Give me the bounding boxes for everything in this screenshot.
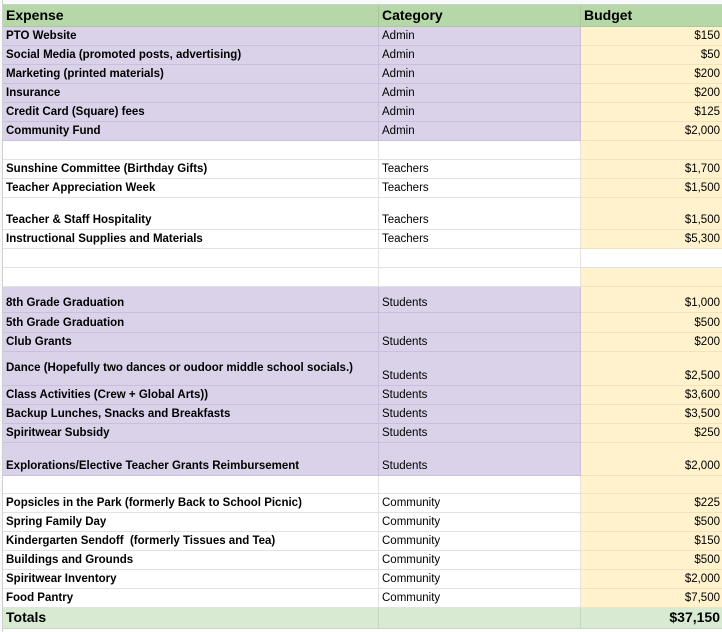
budget-cell[interactable]	[581, 476, 722, 494]
category-cell[interactable]: Admin	[379, 46, 581, 65]
blank-row	[3, 249, 722, 268]
budget-cell[interactable]: $5,300	[581, 230, 722, 249]
totals-category-cell[interactable]	[379, 608, 581, 629]
table-row	[3, 386, 722, 405]
category-cell[interactable]	[379, 476, 581, 494]
budget-cell[interactable]: $1,700	[581, 160, 722, 179]
expense-cell[interactable]: Popsicles in the Park (formerly Back to School Picnic)	[3, 494, 379, 513]
table-row	[3, 287, 722, 313]
expense-cell[interactable]: 8th Grade Graduation	[3, 287, 379, 313]
budget-cell[interactable]: $2,500	[581, 352, 722, 386]
expense-cell[interactable]: Social Media (promoted posts, advertising)	[3, 46, 379, 65]
budget-cell[interactable]: $7,500	[581, 589, 722, 608]
budget-cell[interactable]: $150	[581, 532, 722, 551]
budget-cell[interactable]: $3,500	[581, 405, 722, 424]
header-budget[interactable]: Budget	[581, 5, 722, 27]
budget-cell[interactable]: $150	[581, 27, 722, 46]
category-cell[interactable]: Community	[379, 570, 581, 589]
table-row	[3, 103, 722, 122]
blank-row	[3, 268, 722, 287]
expense-cell[interactable]: PTO Website	[3, 27, 379, 46]
expense-cell[interactable]	[3, 268, 379, 287]
expense-cell[interactable]: Sunshine Committee (Birthday Gifts)	[3, 160, 379, 179]
budget-cell[interactable]: $125	[581, 103, 722, 122]
expense-cell[interactable]: Class Activities (Crew + Global Arts))	[3, 386, 379, 405]
expense-cell[interactable]	[3, 249, 379, 268]
expense-cell[interactable]	[3, 141, 379, 160]
category-cell[interactable]: Students	[379, 424, 581, 443]
table-row	[3, 313, 722, 333]
expense-cell[interactable]: Dance (Hopefully two dances or oudoor middle school socials.)	[3, 352, 379, 386]
expense-cell[interactable]	[3, 476, 379, 494]
table-row	[3, 160, 722, 179]
category-cell[interactable]: Teachers	[379, 179, 581, 198]
category-cell[interactable]: Community	[379, 513, 581, 532]
table-row	[3, 570, 722, 589]
budget-cell[interactable]	[581, 141, 722, 160]
blank-row	[3, 141, 722, 160]
category-cell[interactable]	[379, 313, 581, 333]
expense-cell[interactable]: Spiritwear Inventory	[3, 570, 379, 589]
blank-row	[3, 476, 722, 494]
expense-cell[interactable]: Spring Family Day	[3, 513, 379, 532]
expense-cell[interactable]: Spiritwear Subsidy	[3, 424, 379, 443]
category-cell[interactable]: Admin	[379, 84, 581, 103]
table-row	[3, 27, 722, 46]
budget-cell[interactable]: $2,000	[581, 122, 722, 141]
table-row	[3, 405, 722, 424]
expense-cell[interactable]: Club Grants	[3, 333, 379, 352]
expense-cell[interactable]: Teacher & Staff Hospitality	[3, 198, 379, 230]
table-row	[3, 551, 722, 570]
budget-cell[interactable]	[581, 249, 722, 268]
totals-budget[interactable]: $37,150	[581, 608, 722, 629]
category-cell[interactable]: Admin	[379, 65, 581, 84]
category-cell[interactable]: Admin	[379, 122, 581, 141]
expense-cell[interactable]: Insurance	[3, 84, 379, 103]
category-cell[interactable]: Students	[379, 405, 581, 424]
category-cell[interactable]	[379, 249, 581, 268]
category-cell[interactable]: Community	[379, 532, 581, 551]
expense-cell[interactable]: Kindergarten Sendoff (formerly Tissues and Tea)	[3, 532, 379, 551]
header-row	[3, 5, 722, 27]
budget-cell[interactable]: $2,000	[581, 570, 722, 589]
expense-cell[interactable]: Teacher Appreciation Week	[3, 179, 379, 198]
table-row	[3, 589, 722, 608]
expense-cell[interactable]: Marketing (printed materials)	[3, 65, 379, 84]
budget-cell[interactable]	[581, 268, 722, 287]
table-row	[3, 230, 722, 249]
category-cell[interactable]: Teachers	[379, 198, 581, 230]
expense-cell[interactable]: 5th Grade Graduation	[3, 313, 379, 333]
expense-cell[interactable]: Community Fund	[3, 122, 379, 141]
budget-cell[interactable]: $200	[581, 333, 722, 352]
table-row	[3, 84, 722, 103]
table-row	[3, 532, 722, 551]
budget-cell[interactable]: $1,500	[581, 179, 722, 198]
table-row	[3, 198, 722, 230]
category-cell[interactable]: Teachers	[379, 160, 581, 179]
budget-cell[interactable]: $1,000	[581, 287, 722, 313]
table-row	[3, 352, 722, 386]
header-expense[interactable]: Expense	[3, 5, 379, 27]
table-row	[3, 424, 722, 443]
table-row	[3, 122, 722, 141]
category-cell[interactable]: Admin	[379, 103, 581, 122]
category-cell[interactable]: Community	[379, 494, 581, 513]
budget-cell[interactable]: $500	[581, 313, 722, 333]
budget-cell[interactable]: $1,500	[581, 198, 722, 230]
table-row	[3, 513, 722, 532]
category-cell[interactable]: Students	[379, 333, 581, 352]
category-cell[interactable]: Teachers	[379, 230, 581, 249]
category-cell[interactable]: Community	[379, 551, 581, 570]
budget-cell[interactable]: $50	[581, 46, 722, 65]
table-row	[3, 179, 722, 198]
expense-cell[interactable]: Explorations/Elective Teacher Grants Reimbursement	[3, 443, 379, 476]
expense-cell[interactable]: Buildings and Grounds	[3, 551, 379, 570]
table-row	[3, 46, 722, 65]
category-cell[interactable]	[379, 141, 581, 160]
table-row	[3, 494, 722, 513]
category-cell[interactable]	[379, 268, 581, 287]
table-row	[3, 65, 722, 84]
totals-row	[3, 608, 722, 629]
category-cell[interactable]: Admin	[379, 27, 581, 46]
budget-cell[interactable]: $200	[581, 65, 722, 84]
budget-cell[interactable]: $200	[581, 84, 722, 103]
category-cell[interactable]: Students	[379, 352, 581, 386]
budget-cell[interactable]: $225	[581, 494, 722, 513]
budget-cell[interactable]: $500	[581, 551, 722, 570]
budget-cell[interactable]: $2,000	[581, 443, 722, 476]
totals-label[interactable]: Totals	[3, 608, 379, 629]
budget-cell[interactable]: $250	[581, 424, 722, 443]
expense-cell[interactable]: Instructional Supplies and Materials	[3, 230, 379, 249]
header-category[interactable]: Category	[379, 5, 581, 27]
expense-cell[interactable]: Food Pantry	[3, 589, 379, 608]
expense-cell[interactable]: Credit Card (Square) fees	[3, 103, 379, 122]
budget-cell[interactable]: $500	[581, 513, 722, 532]
category-cell[interactable]: Students	[379, 287, 581, 313]
budget-cell[interactable]: $3,600	[581, 386, 722, 405]
category-cell[interactable]: Community	[379, 589, 581, 608]
expense-cell[interactable]: Backup Lunches, Snacks and Breakfasts	[3, 405, 379, 424]
category-cell[interactable]: Students	[379, 386, 581, 405]
table-row	[3, 333, 722, 352]
table-row	[3, 443, 722, 476]
category-cell[interactable]: Students	[379, 443, 581, 476]
row-header-gutter	[0, 0, 3, 632]
